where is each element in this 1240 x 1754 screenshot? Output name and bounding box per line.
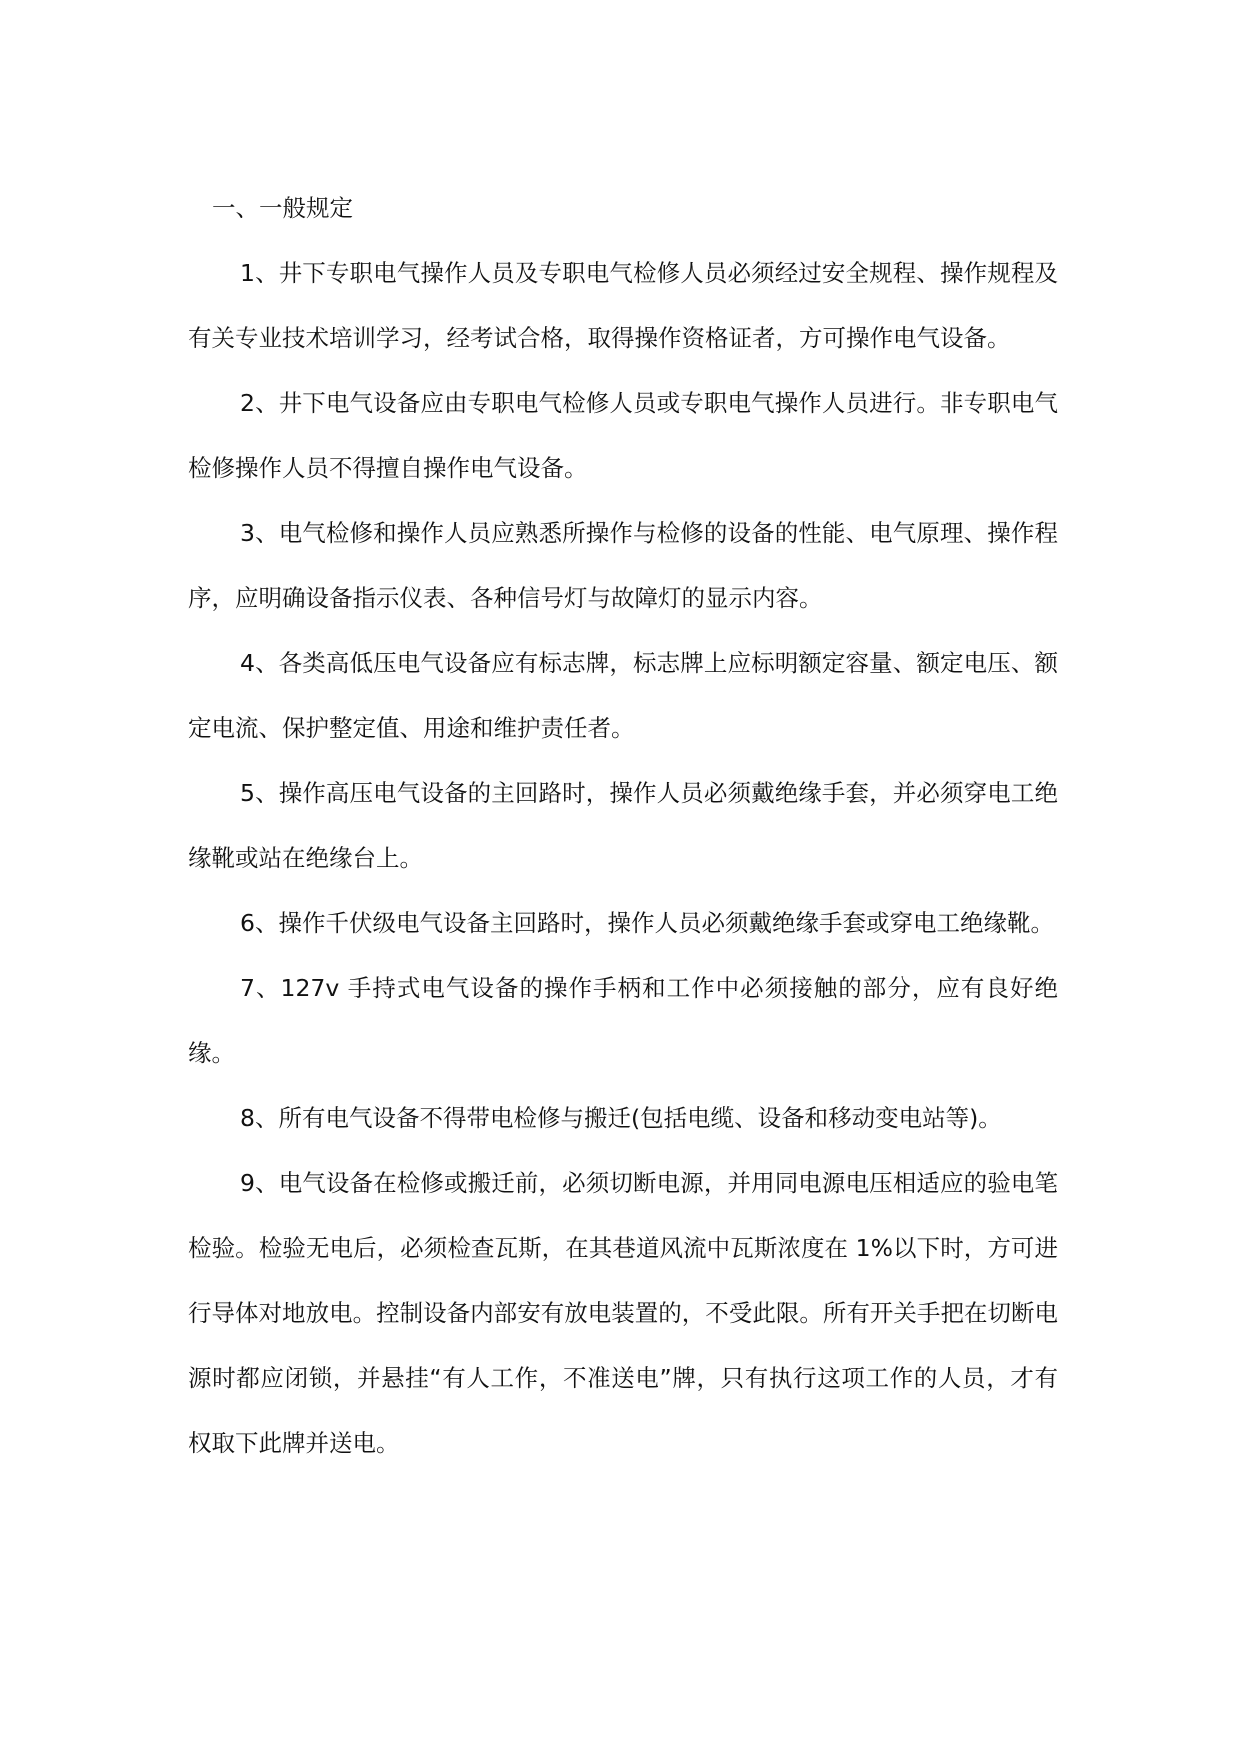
document-body <box>188 176 1058 1476</box>
paragraph-2: 2、井下电气设备应由专职电气检修人员或专职电气操作人员进行。非专职电气检修操作人员不得擅自操作电气设备。 <box>188 389 1058 482</box>
paragraph-1: 1、井下专职电气操作人员及专职电气检修人员必须经过安全规程、操作规程及有关专业技术培训学习，经考试合格，取得操作资格证者，方可操作电气设备。 <box>188 259 1058 352</box>
paragraph-9: 9、电气设备在检修或搬迁前，必须切断电源，并用同电源电压相适应的验电笔检验。检验无电后，必须检查瓦斯，在其巷道风流中瓦斯浓度在 1%以下时，方可进行导体对地放电。控制设备内部安有放电装置的，不受此限。所有开关手把在切断电源时都应闭锁，并悬挂“有人工作，不准送电”牌，只有执行这项工作的人员，才有权取下此牌并送电。 <box>188 1169 1058 1457</box>
section-title: 一、一般规定 <box>212 194 353 222</box>
paragraph-6: 6、操作千伏级电气设备主回路时，操作人员必须戴绝缘手套或穿电工绝缘靴。 <box>240 909 1054 937</box>
paragraph-5: 5、操作高压电气设备的主回路时，操作人员必须戴绝缘手套，并必须穿电工绝缘靴或站在绝缘台上。 <box>188 779 1058 872</box>
paragraph-7: 7、127v 手持式电气设备的操作手柄和工作中必须接触的部分，应有良好绝缘。 <box>188 974 1058 1067</box>
paragraph-8: 8、所有电气设备不得带电检修与搬迁(包括电缆、设备和移动变电站等)。 <box>240 1104 1002 1132</box>
paragraph-4: 4、各类高低压电气设备应有标志牌，标志牌上应标明额定容量、额定电压、额定电流、保护整定值、用途和维护责任者。 <box>188 649 1058 742</box>
paragraph-3: 3、电气检修和操作人员应熟悉所操作与检修的设备的性能、电气原理、操作程序，应明确设备指示仪表、各种信号灯与故障灯的显示内容。 <box>188 519 1058 612</box>
